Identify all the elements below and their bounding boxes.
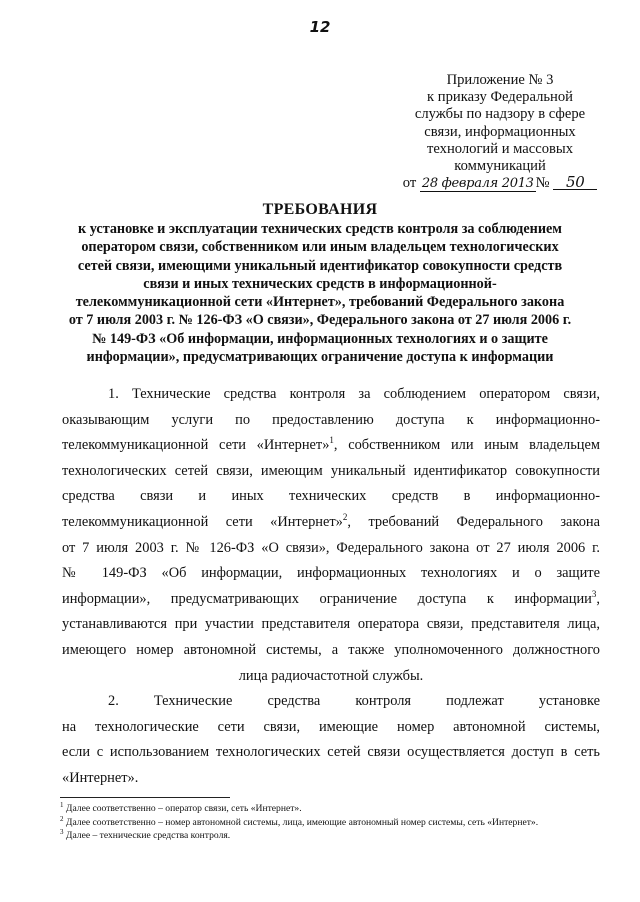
footnote xyxy=(60,802,620,816)
appendix-line: технологий и массовых xyxy=(426,140,574,157)
body-line xyxy=(62,510,600,536)
page-number: 12 xyxy=(309,18,331,36)
body-line: «Интернет». xyxy=(62,769,139,786)
body-line: средства связи и иных технических средств в информационно- xyxy=(62,488,600,505)
document-title xyxy=(40,200,600,366)
body-line: 1. Технические средства контроля за соблюдением оператором связи, xyxy=(108,386,600,402)
footnote-ref: 1 xyxy=(329,435,334,446)
order-line xyxy=(390,175,610,192)
document-body xyxy=(62,382,600,792)
order-date-handwritten: 28 февраля 2013 xyxy=(421,176,534,192)
body-text-run: , собственником или иным владельцем xyxy=(333,437,600,454)
body-line: если с использованием технологических сетей связи осуществляется доступ в сеть xyxy=(62,744,600,761)
body-line xyxy=(62,433,600,459)
footnote-ref: 3 xyxy=(591,588,597,599)
body-line: лица радиочастотной службы. xyxy=(238,667,424,684)
title-line: информации», предусматривающих ограничение доступа к информации xyxy=(86,349,554,366)
appendix-line: службы по надзору в сфере xyxy=(414,106,586,123)
body-line: на технологические сети связи, имеющие номер автономной системы, xyxy=(62,718,600,735)
footnote-number: 1 xyxy=(60,801,64,809)
body-line: № 149-ФЗ «Об информации, информационных технологиях и о защите xyxy=(62,565,600,582)
appendix-line: коммуникаций xyxy=(454,158,546,175)
body-line: устанавливаются при участии представителя оператора связи, представителя лица, xyxy=(62,616,600,633)
appendix-line: связи, информационных xyxy=(424,123,576,140)
footnote-text: Далее соответственно – номер автономной системы, лица, имеющие автономный номер системы, сеть «Интернет». xyxy=(63,816,539,828)
order-prefix: от xyxy=(402,175,417,192)
footnotes xyxy=(60,802,620,843)
body-text-run: , xyxy=(596,590,600,607)
title-heading: ТРЕБОВАНИЯ xyxy=(262,201,378,218)
title-line: сетей связи, имеющими уникальный идентификатор совокупности средств xyxy=(77,257,563,274)
title-line: оператором связи, собственником или иным владельцем технологических xyxy=(81,239,559,256)
paragraph-2 xyxy=(62,689,600,791)
title-line: от 7 июля 2003 г. № 126-ФЗ «О связи», Федерального закона от 27 июля 2006 г. xyxy=(68,312,572,329)
appendix-line: Приложение № 3 xyxy=(446,72,554,88)
order-number-label: № xyxy=(535,175,550,192)
body-text-run: , требований Федерального закона xyxy=(347,513,600,530)
order-number-handwritten: 50 xyxy=(553,175,597,190)
title-line: к установке и эксплуатации технических средств контроля за соблюдением xyxy=(78,221,562,237)
body-line: имеющего номер автономной системы, а также уполномоченного должностного xyxy=(62,641,600,658)
footnote xyxy=(60,816,620,830)
footnote-number: 3 xyxy=(60,828,64,836)
body-text-run: телекоммуникационной сети «Интернет» xyxy=(62,513,343,530)
footnote-number: 2 xyxy=(60,814,64,823)
footnote xyxy=(60,829,620,843)
body-text-run: информации», предусматривающих ограничение доступа к информации xyxy=(62,590,592,607)
body-line: оказывающим услуги по предоставлению доступа к информационно- xyxy=(62,411,600,428)
footnote-text: Далее соответственно – оператор связи, сеть «Интернет». xyxy=(63,803,302,814)
body-line: технологических сетей связи, имеющим уникальный идентификатор совокупности xyxy=(62,462,600,479)
appendix-line: к приказу Федеральной xyxy=(427,89,573,106)
title-line: связи и иных технических средств в информационной- xyxy=(143,275,497,292)
paragraph-1 xyxy=(62,382,600,689)
footnote-text: Далее – технические средства контроля. xyxy=(63,830,231,841)
footnote-ref: 2 xyxy=(342,511,348,522)
body-line: от 7 июля 2003 г. № 126-ФЗ «О связи», Федерального закона от 27 июля 2006 г. xyxy=(62,539,600,556)
body-line: 2. Технические средства контроля подлежат установке xyxy=(108,693,600,710)
appendix-block xyxy=(390,72,610,192)
body-text-run: телекоммуникационной сети «Интернет» xyxy=(62,437,330,454)
footnote-divider xyxy=(60,797,230,798)
title-line: телекоммуникационной сети «Интернет», требований Федерального закона xyxy=(75,294,565,311)
title-line: № 149-ФЗ «Об информации, информационных технологиях и о защите xyxy=(92,330,548,347)
body-line xyxy=(62,587,600,613)
